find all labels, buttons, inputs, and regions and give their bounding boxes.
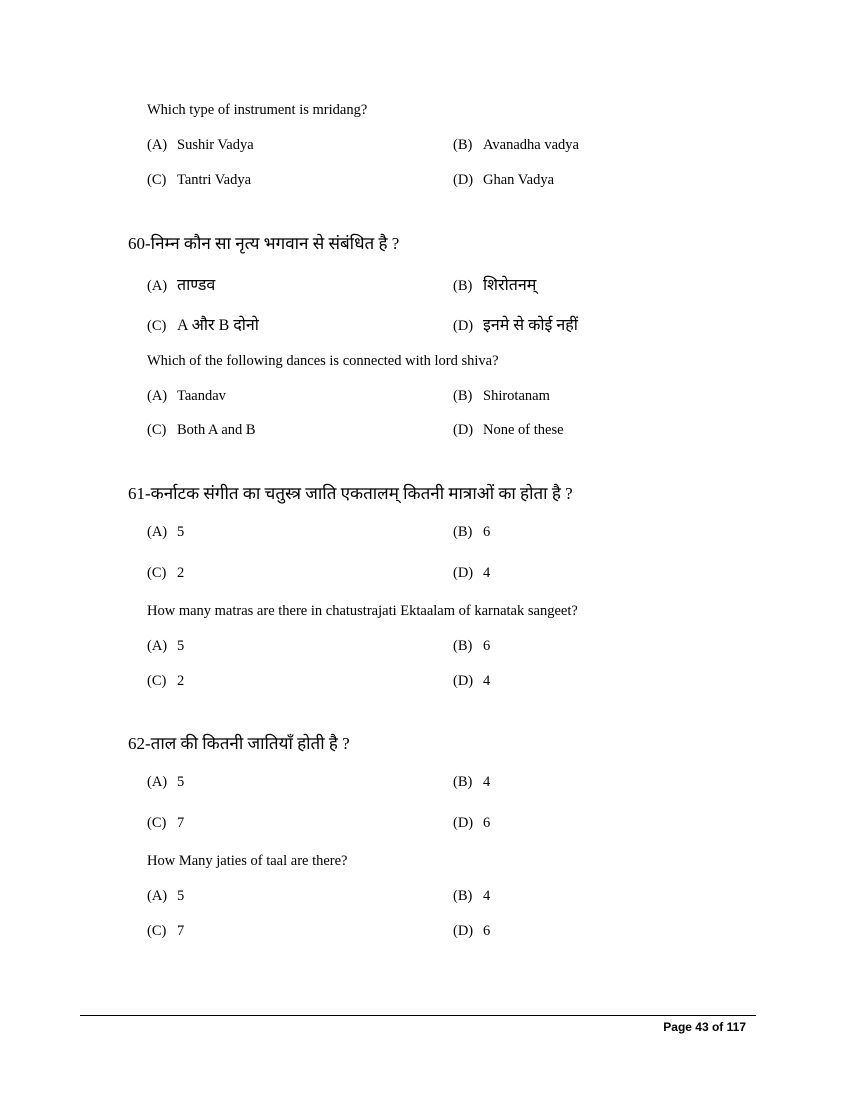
q62-en-option-c: (C) 7 (147, 923, 185, 939)
q61-en-option-b: (B) 6 (453, 638, 491, 654)
q62-en-option-a: (A) 5 (147, 888, 185, 904)
q62-en-option-b: (B) 4 (453, 888, 491, 904)
q61-en-option-c: (C) 2 (147, 673, 185, 689)
q61-hi-option-c: (C) 2 (147, 565, 185, 581)
q62-hi-option-d: (D) 6 (453, 815, 491, 831)
q62-en-question: How Many jaties of taal are there? (147, 853, 348, 869)
q62-hi-option-c: (C) 7 (147, 815, 185, 831)
q61-hi-question: 61-कर्नाटक संगीत का चतुस्त्र जाति एकतालम् कितनी मात्राओं का होता है ? (128, 484, 573, 503)
q60-hi-option-a: (A) ताण्डव (147, 277, 216, 294)
q61-en-option-a: (A) 5 (147, 638, 185, 654)
q59-en-option-d: (D) Ghan Vadya (453, 172, 555, 188)
q59-en-option-c: (C) Tantri Vadya (147, 172, 252, 188)
page-number: Page 43 of 117 (663, 1020, 746, 1034)
q62-en-option-d: (D) 6 (453, 923, 491, 939)
q60-en-option-c: (C) Both A and B (147, 422, 256, 438)
q60-hi-option-d: (D) इनमे से कोई नहीं (453, 317, 578, 334)
q60-en-option-d: (D) None of these (453, 422, 564, 438)
q61-hi-option-b: (B) 6 (453, 524, 491, 540)
q61-hi-option-d: (D) 4 (453, 565, 491, 581)
q62-hi-option-b: (B) 4 (453, 774, 491, 790)
q60-en-question: Which of the following dances is connected with lord shiva? (147, 353, 499, 369)
q62-hi-option-a: (A) 5 (147, 774, 185, 790)
q60-en-option-b: (B) Shirotanam (453, 388, 550, 404)
q59-en-option-b: (B) Avanadha vadya (453, 137, 579, 153)
q60-en-option-a: (A) Taandav (147, 388, 226, 404)
q59-en-option-a: (A) Sushir Vadya (147, 137, 254, 153)
q59-en-question: Which type of instrument is mridang? (147, 102, 368, 118)
q60-hi-question: 60-निम्न कौन सा नृत्य भगवान से संबंधित है ? (128, 234, 400, 253)
q60-hi-option-b: (B) शिरोतनम् (453, 277, 537, 294)
q61-en-question: How many matras are there in chatustrajati Ektaalam of karnatak sangeet? (147, 603, 578, 619)
q61-en-option-d: (D) 4 (453, 673, 491, 689)
q61-hi-option-a: (A) 5 (147, 524, 185, 540)
q62-hi-question: 62-ताल की कितनी जातियाँ होती है ? (128, 734, 350, 753)
q60-hi-option-c: (C) A और B दोनो (147, 317, 259, 334)
footer-rule (80, 1015, 756, 1016)
